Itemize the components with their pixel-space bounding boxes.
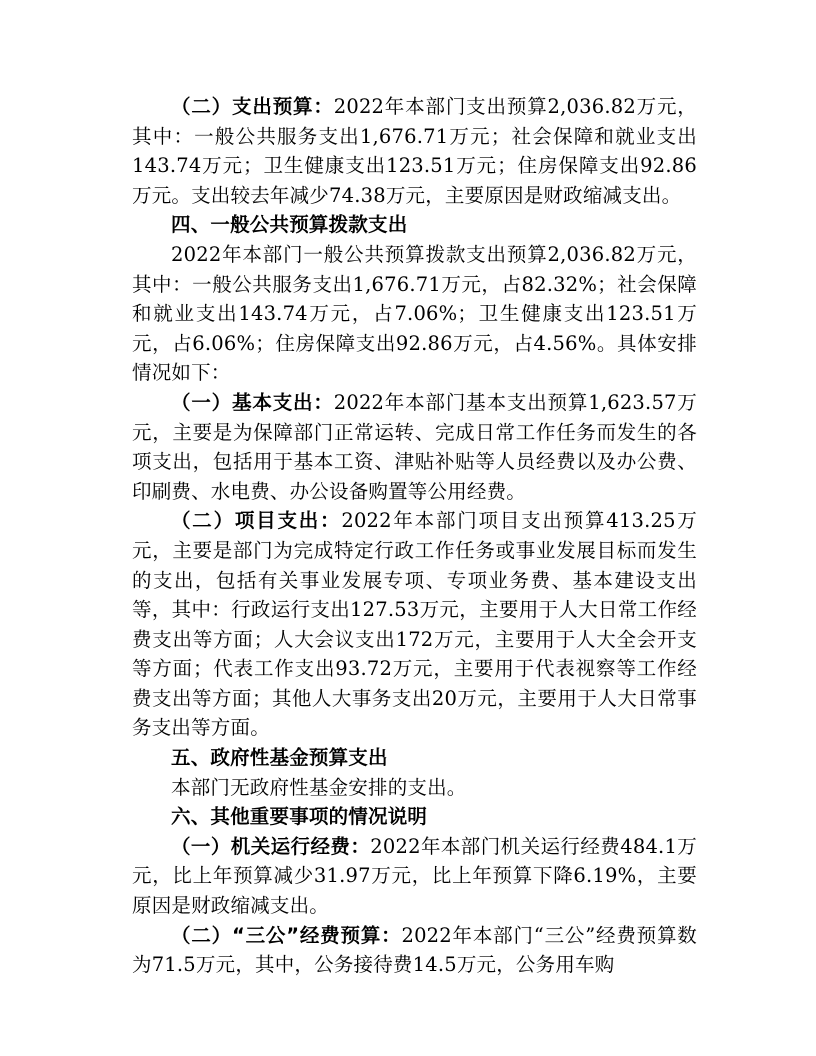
paragraph-general-budget: 2022年本部门一般公共预算拨款支出预算2,036.82万元，其中：一般公共服务支出1,676.71万元，占82.32%；社会保障和就业支出143.74万元，占7.06%；卫生健康支出123.51万元，占6.06%；住房保障支出92.86万元，占4.56%。具体安排情况如下： <box>132 242 697 385</box>
paragraph-three-public-expenses <box>132 921 697 980</box>
paragraph-text: 2022年本部门“三公”经费预算数为71.5万元，其中，公务接待费14.5万元，公务用车购 <box>132 923 697 977</box>
paragraph-lead: （二）支出预算： <box>171 95 334 118</box>
paragraph-expenditure-budget <box>132 92 697 210</box>
paragraph-lead: （二）“三公”经费预算： <box>171 923 402 947</box>
section-heading-6: 六、其他重要事项的情况说明 <box>171 805 428 829</box>
paragraph-operating-costs <box>132 832 697 921</box>
paragraph-project-expenditure <box>132 506 697 743</box>
paragraph-text: 2022年本部门项目支出预算413.25万元，主要是部门为完成特定行政工作任务或事业发展目标而发生的支出，包括有关事业发展专项、专项业务费、基本建设支出等，其中：行政运行支出127.53万元，主要用于人大日常工作经费支出等方面；人大会议支出172万元，主要用于人大全会开支等方面；代表工作支出93.72万元，主要用于代表视察等工作经费支出等方面；其他人大事务支出20万元，主要用于人大日常事务支出等方面。 <box>132 509 697 740</box>
section-heading-4: 四、一般公共预算拨款支出 <box>171 213 408 237</box>
paragraph-text: 2022年本部门机关运行经费484.1万元，比上年预算减少31.97万元，比上年预算下降6.19%，主要原因是财政缩减支出。 <box>132 834 697 918</box>
section-heading-5: 五、政府性基金预算支出 <box>171 746 388 770</box>
paragraph-text: 2022年本部门基本支出预算1,623.57万元，主要是为保障部门正常运转、完成日常工作任务而发生的各项支出，包括用于基本工资、津贴补贴等人员经费以及办公费、印刷费、水电费、办公设备购置等公用经费。 <box>132 390 697 503</box>
paragraph-fund-budget: 本部门无政府性基金安排的支出。 <box>171 775 467 799</box>
paragraph-basic-expenditure <box>132 388 697 506</box>
paragraph-lead: （一）机关运行经费： <box>171 834 371 858</box>
paragraph-lead: （一）基本支出： <box>171 390 334 414</box>
document-body <box>132 92 697 980</box>
paragraph-lead: （二）项目支出： <box>171 509 342 533</box>
paragraph-text: 2022年本部门支出预算2,036.82万元，其中：一般公共服务支出1,676.71万元；社会保障和就业支出143.74万元；卫生健康支出123.51万元；住房保障支出92.86万元。支出较去年减少74.38万元，主要原因是财政缩减支出。 <box>132 95 697 207</box>
